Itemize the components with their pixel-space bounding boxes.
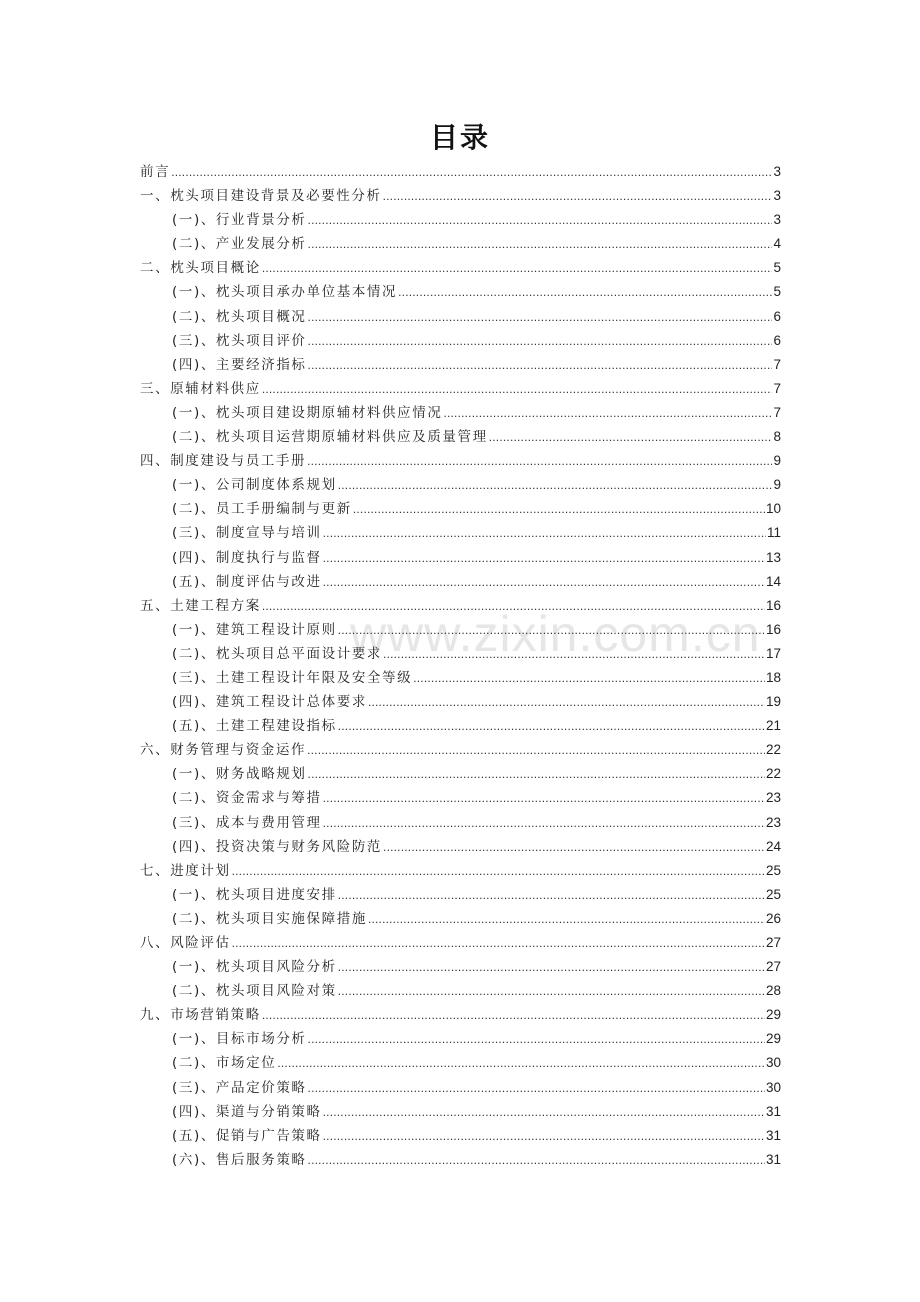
toc-subentry[interactable]	[140, 618, 781, 642]
toc-page-number: 8	[773, 429, 781, 445]
toc-dot-leader	[368, 907, 765, 931]
toc-subentry[interactable]	[140, 786, 781, 810]
toc-page-number: 13	[765, 549, 781, 565]
toc-entry-label: (二)、枕头项目风险对策	[172, 983, 337, 1000]
toc-dot-leader	[323, 521, 766, 545]
toc-entry-label: (二)、产业发展分析	[172, 236, 307, 253]
toc-subentry[interactable]	[140, 570, 781, 594]
toc-subentry[interactable]	[140, 1124, 781, 1148]
toc-entry-label: (五)、土建工程建设指标	[172, 718, 337, 735]
toc-dot-leader	[413, 666, 765, 690]
toc-dot-leader	[338, 714, 765, 738]
toc-page-number: 24	[765, 838, 781, 854]
toc-dot-leader	[398, 280, 772, 304]
toc-entry-label: (二)、枕头项目概况	[172, 308, 307, 325]
toc-subentry[interactable]	[140, 883, 781, 907]
toc-entry-label: (四)、制度执行与监督	[172, 549, 322, 566]
toc-subentry[interactable]	[140, 1027, 781, 1051]
toc-dot-leader	[262, 1003, 765, 1027]
toc-entry-label: 二、枕头项目概论	[140, 260, 261, 277]
toc-subentry[interactable]	[140, 979, 781, 1003]
toc-entry[interactable]	[140, 377, 781, 401]
toc-subentry[interactable]	[140, 473, 781, 497]
toc-dot-leader	[323, 570, 765, 594]
toc-entry[interactable]	[140, 184, 781, 208]
toc-dot-leader	[308, 232, 773, 256]
toc-dot-leader	[232, 931, 765, 955]
toc-page-number: 6	[773, 308, 781, 324]
toc-dot-leader	[383, 835, 765, 859]
toc-entry-label: 四、制度建设与员工手册	[140, 453, 307, 470]
toc-subentry[interactable]	[140, 690, 781, 714]
toc-entry[interactable]	[140, 859, 781, 883]
toc-entry-label: (四)、主要经济指标	[172, 356, 307, 373]
toc-dot-leader	[368, 690, 765, 714]
toc-page-number: 14	[765, 573, 781, 589]
toc-page-number: 25	[765, 862, 781, 878]
watermark: www.zixin.com.cn	[350, 606, 761, 662]
toc-dot-leader	[338, 955, 765, 979]
toc-entry[interactable]	[140, 160, 781, 184]
toc-page-number: 17	[765, 645, 781, 661]
toc-subentry[interactable]	[140, 642, 781, 666]
toc-entry-label: (三)、枕头项目评价	[172, 332, 307, 349]
toc-entry-label: 六、财务管理与资金运作	[140, 742, 307, 759]
table-of-contents	[140, 160, 781, 1172]
toc-dot-leader	[338, 883, 765, 907]
toc-page-number: 23	[765, 814, 781, 830]
toc-page-number: 6	[773, 332, 781, 348]
toc-subentry[interactable]	[140, 353, 781, 377]
toc-page-number: 27	[765, 935, 781, 950]
toc-subentry[interactable]	[140, 1148, 781, 1172]
toc-entry-label: (二)、市场定位	[172, 1055, 277, 1072]
toc-subentry[interactable]	[140, 521, 781, 545]
toc-subentry[interactable]	[140, 1076, 781, 1100]
toc-page-number: 18	[765, 669, 781, 685]
toc-dot-leader	[308, 353, 773, 377]
toc-page-number: 26	[765, 910, 781, 926]
toc-dot-leader	[308, 1076, 765, 1100]
toc-page-number: 3	[773, 212, 781, 228]
toc-entry-label: 一、枕头项目建设背景及必要性分析	[140, 188, 382, 205]
toc-dot-leader	[383, 184, 773, 208]
toc-entry-label: 八、风险评估	[140, 935, 231, 951]
toc-entry-label: (一)、财务战略规划	[172, 766, 307, 783]
toc-entry-label: (二)、员工手册编制与更新	[172, 501, 352, 518]
toc-dot-leader	[308, 305, 773, 329]
toc-entry-label: (一)、目标市场分析	[172, 1031, 307, 1048]
toc-dot-leader	[262, 594, 765, 618]
toc-page-number: 31	[765, 1127, 781, 1143]
toc-dot-leader	[171, 160, 772, 184]
toc-entry-label: (三)、制度宣导与培训	[172, 525, 322, 542]
toc-page-number: 22	[765, 766, 781, 782]
toc-entry-label: (四)、建筑工程设计总体要求	[172, 694, 367, 711]
toc-dot-leader	[338, 473, 773, 497]
toc-dot-leader	[338, 979, 765, 1003]
toc-page-number: 9	[773, 453, 781, 469]
toc-dot-leader	[262, 377, 773, 401]
toc-page-number: 29	[765, 1031, 781, 1047]
toc-page-number: 28	[765, 983, 781, 999]
toc-dot-leader	[277, 1051, 765, 1075]
toc-dot-leader	[323, 546, 765, 570]
toc-subentry[interactable]	[140, 762, 781, 786]
toc-page-number: 22	[765, 742, 781, 758]
toc-page-number: 19	[765, 694, 781, 710]
toc-subentry[interactable]	[140, 1051, 781, 1075]
toc-dot-leader	[443, 401, 772, 425]
toc-entry[interactable]	[140, 1003, 781, 1027]
toc-entry-label: (一)、枕头项目建设期原辅材料供应情况	[172, 404, 443, 421]
toc-page-number: 5	[773, 260, 781, 276]
toc-page-number: 3	[773, 188, 781, 204]
toc-dot-leader	[308, 1148, 765, 1172]
toc-subentry[interactable]	[140, 666, 781, 690]
toc-page-number: 11	[766, 525, 781, 541]
toc-dot-leader	[232, 859, 765, 883]
toc-subentry[interactable]	[140, 1100, 781, 1124]
toc-page-number: 3	[773, 164, 781, 179]
toc-entry-label: (一)、枕头项目风险分析	[172, 959, 337, 976]
toc-subentry[interactable]	[140, 546, 781, 570]
toc-entry-label: (二)、枕头项目实施保障措施	[172, 910, 367, 927]
toc-page-number: 10	[765, 501, 781, 517]
toc-entry-label: (一)、公司制度体系规划	[172, 477, 337, 494]
toc-subentry[interactable]	[140, 497, 781, 521]
toc-entry-label: (三)、成本与费用管理	[172, 814, 322, 831]
toc-subentry[interactable]	[140, 425, 781, 449]
toc-dot-leader	[308, 208, 773, 232]
toc-subentry[interactable]	[140, 835, 781, 859]
toc-page-number: 30	[765, 1079, 781, 1095]
toc-subentry[interactable]	[140, 305, 781, 329]
toc-entry-label: (四)、投资决策与财务风险防范	[172, 838, 383, 855]
toc-entry-label: (一)、行业背景分析	[172, 212, 307, 229]
toc-entry-label: 前言	[140, 164, 171, 180]
toc-page-number: 30	[765, 1055, 781, 1071]
toc-dot-leader	[338, 618, 765, 642]
toc-dot-leader	[308, 762, 765, 786]
toc-entry-label: (一)、枕头项目承办单位基本情况	[172, 284, 398, 301]
toc-entry-label: (二)、资金需求与筹措	[172, 790, 322, 807]
toc-dot-leader	[307, 449, 772, 473]
toc-page-number: 23	[765, 790, 781, 806]
toc-dot-leader	[383, 642, 765, 666]
toc-page-number: 21	[765, 718, 781, 734]
toc-page-number: 7	[773, 356, 781, 372]
toc-page-number: 7	[773, 380, 781, 396]
toc-page-number: 25	[765, 886, 781, 902]
toc-subentry[interactable]	[140, 208, 781, 232]
toc-entry-label: 五、土建工程方案	[140, 597, 261, 614]
toc-dot-leader	[308, 1027, 765, 1051]
toc-dot-leader	[262, 256, 773, 280]
toc-page-number: 29	[765, 1007, 781, 1023]
toc-entry-label: (六)、售后服务策略	[172, 1151, 307, 1168]
toc-dot-leader	[323, 1100, 765, 1124]
toc-page-number: 7	[773, 404, 781, 420]
toc-dot-leader	[308, 329, 773, 353]
toc-subentry[interactable]	[140, 329, 781, 353]
toc-subentry[interactable]	[140, 811, 781, 835]
toc-entry-label: (一)、建筑工程设计原则	[172, 621, 337, 638]
toc-entry-label: (五)、促销与广告策略	[172, 1127, 322, 1144]
toc-page-number: 5	[773, 284, 781, 300]
toc-page-number: 31	[765, 1151, 781, 1167]
toc-entry[interactable]	[140, 931, 781, 955]
toc-dot-leader	[353, 497, 765, 521]
toc-entry[interactable]	[140, 256, 781, 280]
toc-entry-label: (五)、制度评估与改进	[172, 573, 322, 590]
toc-entry-label: (二)、枕头项目运营期原辅材料供应及质量管理	[172, 429, 488, 446]
toc-subentry[interactable]	[140, 232, 781, 256]
toc-entry[interactable]	[140, 738, 781, 762]
toc-subentry[interactable]	[140, 401, 781, 425]
toc-page-number: 9	[773, 477, 781, 493]
toc-page-number: 4	[773, 236, 781, 252]
toc-subentry[interactable]	[140, 907, 781, 931]
toc-entry-label: (二)、枕头项目总平面设计要求	[172, 645, 383, 662]
page-title: 目录	[429, 121, 490, 154]
toc-page-number: 16	[765, 597, 781, 613]
toc-page-number: 16	[765, 621, 781, 637]
toc-subentry[interactable]	[140, 955, 781, 979]
toc-entry[interactable]	[140, 449, 781, 473]
toc-dot-leader	[489, 425, 773, 449]
toc-entry-label: (四)、渠道与分销策略	[172, 1103, 322, 1120]
toc-dot-leader	[323, 811, 765, 835]
toc-subentry[interactable]	[140, 714, 781, 738]
toc-entry-label: (三)、产品定价策略	[172, 1079, 307, 1096]
toc-dot-leader	[323, 1124, 765, 1148]
toc-page-number: 31	[765, 1103, 781, 1119]
toc-page-number: 27	[765, 959, 781, 975]
toc-entry-label: 三、原辅材料供应	[140, 380, 261, 397]
toc-entry-label: (一)、枕头项目进度安排	[172, 886, 337, 903]
toc-dot-leader	[307, 738, 765, 762]
toc-entry-label: 九、市场营销策略	[140, 1007, 261, 1024]
toc-subentry[interactable]	[140, 280, 781, 304]
toc-dot-leader	[323, 786, 765, 810]
toc-entry-label: 七、进度计划	[140, 862, 231, 879]
toc-entry-label: (三)、土建工程设计年限及安全等级	[172, 669, 413, 686]
toc-entry[interactable]	[140, 594, 781, 618]
